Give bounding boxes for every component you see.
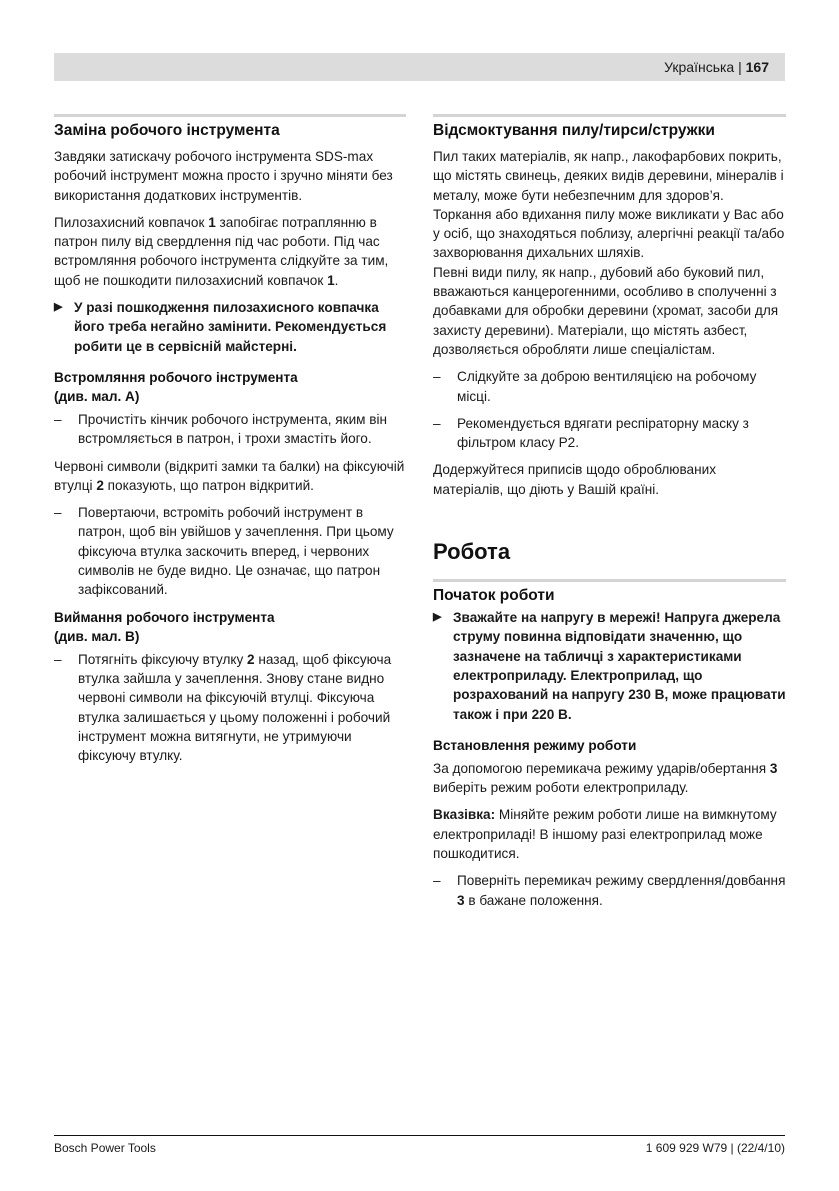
- paragraph-dust-cap: Пилозахисний ковпачок 1 запобігає потраплянню в патрон пилу від свердлення під час роботи. Під час встромляння робочого інструмента слідкуйте за тим, щоб не пошкодити пилозахисний ковпачок 1.: [54, 214, 389, 288]
- dash-mark: –: [433, 415, 441, 431]
- section-rule: [433, 579, 786, 582]
- section-rule: [54, 114, 406, 117]
- warning-dust-cap: ▶ У разі пошкодження пилозахисного ковпачка його треба негайно замінити. Рекомендується робити це в сервісній майстерні.: [54, 298, 406, 356]
- footer-brand: Bosch Power Tools: [54, 1141, 156, 1155]
- paragraph-regulations: Додержуйтеся приписів щодо оброблюваних матеріалів, що діють у Вашій країні.: [433, 462, 717, 497]
- paragraph-note: Вказівка: Міняйте режим роботи лише на вимкнутому електроприладі! В іншому разі електроприлад може пошкодитися.: [433, 807, 777, 862]
- bullet-arrow-icon: ▶: [54, 301, 63, 314]
- warning-voltage: ▶ Зважайте на напругу в мережі! Напруга джерела струму повинна відповідати значенню, що зазначене на табличці з характеристиками електроприладу. Електроприлад, що розрахований на напругу 230 В, може працювати також і при 220 В.: [433, 608, 786, 724]
- dash-mark: –: [54, 651, 62, 667]
- header-language: Українська: [664, 59, 735, 75]
- right-column: [433, 114, 786, 918]
- dash-item-ventilation: – Слідкуйте за доброю вентиляцією на робочому місці.: [433, 367, 786, 406]
- header-text: [664, 59, 769, 75]
- section-title-start: Початок роботи: [433, 587, 555, 605]
- dash-item-pull-sleeve: – Потягніть фіксуючу втулку 2 назад, щоб фіксуюча втулка зайшла у зачеплення. Знову стане видно червоні символи на фіксуючій втулці. Фіксуюча втулка залишається у цьому положенні і робочий інструмент можна витягнути, не утримуючи фіксуючу втулку.: [54, 650, 406, 766]
- dash-mark: –: [54, 505, 62, 521]
- paragraph-sds-max: Завдяки затискачу робочого інструмента SDS-max робочий інструмент можна просто і зручно міняти без використання додаткових інструментів.: [54, 149, 393, 203]
- bullet-arrow-icon: ▶: [433, 611, 442, 624]
- subsection-title-insert: Встромляння робочого інструмента (див. мал. A): [54, 369, 298, 404]
- footer-rule: [54, 1135, 785, 1136]
- section-title-tool-change: Заміна робочого інструмента: [54, 122, 280, 139]
- section-rule: [433, 114, 786, 117]
- dash-item-respirator: – Рекомендується вдягати респіраторну маску з фільтром класу P2.: [433, 414, 786, 453]
- header-separator: |: [738, 59, 742, 75]
- dash-item-clean-tip: – Прочистіть кінчик робочого інструмента, яким він встромляється в патрон, і трохи змастіть його.: [54, 410, 406, 449]
- subsection-title-mode: Встановлення режиму роботи: [433, 737, 637, 753]
- dash-mark: –: [433, 369, 441, 385]
- section-title-dust-extraction: Відсмоктування пилу/тирси/стружки: [433, 122, 715, 139]
- footer-doc-number: 1 609 929 W79 | (22/4/10): [645, 1141, 785, 1155]
- dash-item-insert-tool: – Повертаючи, встроміть робочий інструмент в патрон, щоб він увійшов у зачеплення. При цьому фіксуюча втулка заскочить вперед, і червоних символів не буде видно. Це означає, що патрон зафіксований.: [54, 503, 406, 599]
- chapter-title-work: Робота: [433, 539, 511, 565]
- page-header: [54, 53, 785, 81]
- dash-item-turn-switch: – Поверніть перемикач режиму свердлення/довбання 3 в бажане положення.: [433, 871, 786, 910]
- subsection-title-remove: Виймання робочого інструмента (див. мал. B): [54, 609, 275, 644]
- dash-mark: –: [54, 411, 62, 427]
- paragraph-carcinogenic-dust: Певні види пилу, як напр., дубовий або буковий пил, вважаються канцерогенними, особливо в сполученні з добавками для обробки деревини (хромат, засоби для захисту деревини). Матеріали, що містять азбест, дозволяється обробляти лише спеціалістам.: [433, 264, 779, 357]
- left-column: [54, 114, 406, 773]
- paragraph-red-symbols: Червоні символи (відкриті замки та балки) на фіксуючій втулці 2 показують, що патрон відкритий.: [54, 458, 405, 493]
- dash-mark: –: [433, 873, 441, 889]
- paragraph-mode-select: За допомогою перемикача режиму ударів/обертання 3 виберіть режим роботи електроприладу.: [433, 760, 778, 796]
- paragraph-dust-hazard: Пил таких матеріалів, як напр., лакофарбових покрить, що містять свинець, деяких видів деревини, мінералів і металу, може бути небезпечним для здоров’я. Торкання або вдихання пилу може викликати у Вас або у осіб, що знаходяться поблизу, алергічні реакції та/або захворювання дихальних шляхів.: [433, 149, 785, 261]
- page-number: 167: [745, 59, 769, 75]
